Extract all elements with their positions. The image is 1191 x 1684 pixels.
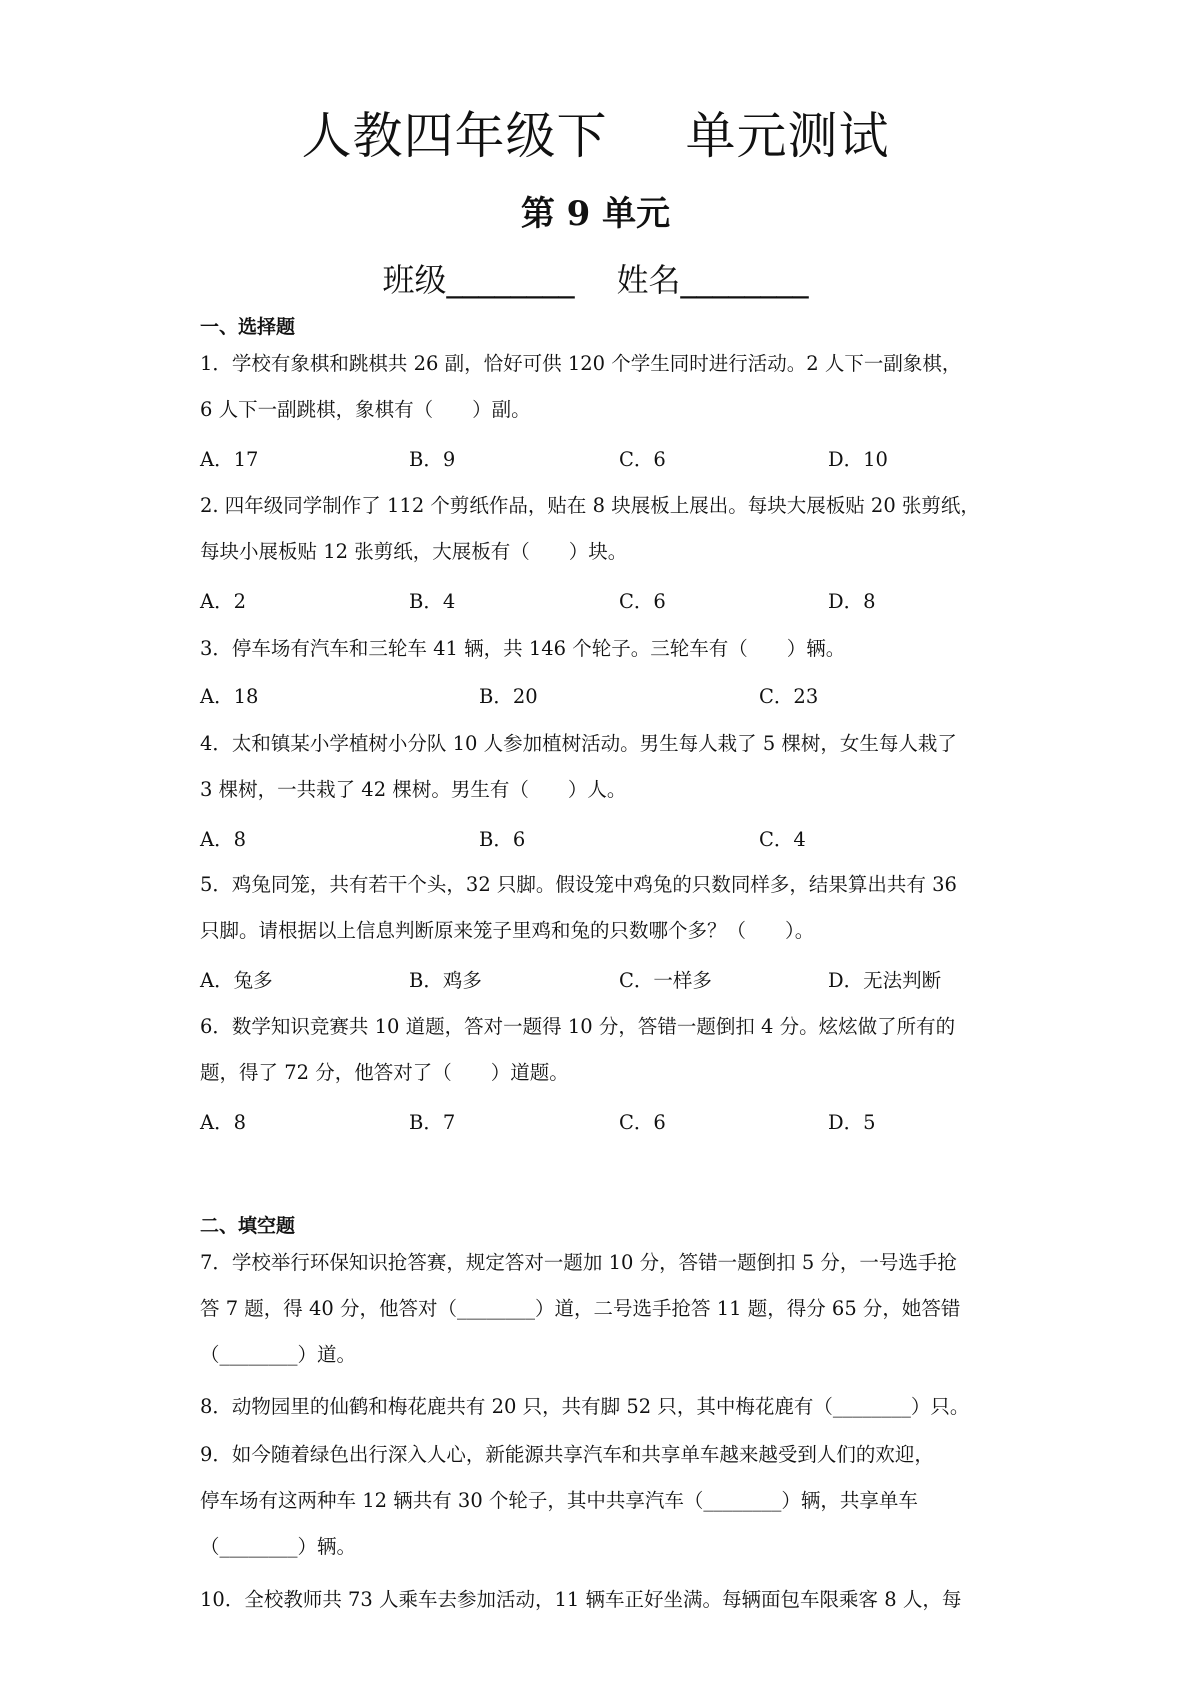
option-d: D．10 xyxy=(828,448,888,471)
option-a: A．8 xyxy=(200,828,246,851)
option-b: B．9 xyxy=(409,448,456,471)
options-4 xyxy=(200,825,1000,855)
option-a: A．8 xyxy=(200,1111,246,1134)
option-a: A．2 xyxy=(200,590,246,613)
question-line: 1．学校有象棋和跳棋共 26 副，恰好可供 120 个学生同时进行活动。2 人下一副象棋， xyxy=(200,352,962,375)
options-2 xyxy=(200,587,1000,617)
option-c: C．4 xyxy=(759,828,806,851)
section-heading-choice: 一、选择题 xyxy=(200,316,296,338)
unit-heading: 第 9 单元 xyxy=(520,194,671,234)
options-1 xyxy=(200,445,1000,475)
option-d: D．8 xyxy=(828,590,876,613)
question-10 xyxy=(200,1577,1000,1623)
title-right: 单元测试 xyxy=(685,107,890,165)
section-heading-fill: 二、填空题 xyxy=(200,1215,296,1237)
question-4 xyxy=(200,721,1000,813)
question-line: 6．数学知识竞赛共 10 道题，答对一题得 10 分，答错一题倒扣 4 分。炫炫做了所有的 xyxy=(200,1015,956,1038)
option-b: B．20 xyxy=(479,685,538,708)
title-left: 人教四年级下 xyxy=(301,107,608,165)
question-2 xyxy=(200,483,1000,575)
class-field-label: 班级________ xyxy=(382,261,575,299)
option-c: C．6 xyxy=(619,448,666,471)
option-a: A．18 xyxy=(200,685,259,708)
question-3 xyxy=(200,626,1000,672)
question-line: 只脚。请根据以上信息判断原来笼子里鸡和兔的只数哪个多？（ ）。 xyxy=(200,919,815,942)
question-5 xyxy=(200,862,1000,954)
options-3 xyxy=(200,682,1000,712)
question-9 xyxy=(200,1432,1000,1570)
option-b: B．4 xyxy=(409,590,456,613)
question-line: 3．停车场有汽车和三轮车 41 辆，共 146 个轮子。三轮车有（ ）辆。 xyxy=(200,637,846,660)
question-line: 答 7 题，得 40 分，他答对（________）道，二号选手抢答 11 题，得分 65 分，她答错 xyxy=(200,1297,961,1320)
option-a: A．17 xyxy=(200,448,259,471)
question-line: （________）辆。 xyxy=(200,1535,357,1558)
student-info-line xyxy=(0,258,1191,302)
option-b: B．6 xyxy=(479,828,526,851)
question-line: 3 棵树，一共栽了 42 棵树。男生有（ ）人。 xyxy=(200,778,627,801)
question-line: 7．学校举行环保知识抢答赛，规定答对一题加 10 分，答错一题倒扣 5 分，一号选手抢 xyxy=(200,1251,957,1274)
question-line: 题，得了 72 分，他答对了（ ）道题。 xyxy=(200,1061,569,1084)
question-line: （________）道。 xyxy=(200,1343,357,1366)
question-line: 每块小展板贴 12 张剪纸，大展板有（ ）块。 xyxy=(200,540,628,563)
question-line: 4．太和镇某小学植树小分队 10 人参加植树活动。男生每人栽了 5 棵树，女生每人栽了 xyxy=(200,732,957,755)
option-c: C．6 xyxy=(619,590,666,613)
question-line: 8．动物园里的仙鹤和梅花鹿共有 20 只，共有脚 52 只，其中梅花鹿有（________）只。 xyxy=(200,1395,970,1418)
question-line: 停车场有这两种车 12 辆共有 30 个轮子，其中共享汽车（________）辆，共享单车 xyxy=(200,1489,918,1512)
page-title xyxy=(0,104,1191,168)
question-line: 5．鸡兔同笼，共有若干个头，32 只脚。假设笼中鸡兔的只数同样多，结果算出共有 36 xyxy=(200,873,957,896)
option-b: B．7 xyxy=(409,1111,456,1134)
option-b: B．鸡多 xyxy=(409,969,482,992)
options-5 xyxy=(200,966,1000,996)
option-c: C．一样多 xyxy=(619,969,712,992)
option-d: D．5 xyxy=(828,1111,876,1134)
question-7 xyxy=(200,1240,1000,1378)
option-c: C．6 xyxy=(619,1111,666,1134)
question-6 xyxy=(200,1004,1000,1096)
name-field-label: 姓名________ xyxy=(616,261,809,299)
option-a: A．兔多 xyxy=(200,969,273,992)
question-line: 6 人下一副跳棋，象棋有（ ）副。 xyxy=(200,398,531,421)
options-6 xyxy=(200,1108,1000,1138)
question-line: 2. 四年级同学制作了 112 个剪纸作品，贴在 8 块展板上展出。每块大展板贴 20 张剪纸， xyxy=(200,494,980,517)
question-line: 9．如今随着绿色出行深入人心，新能源共享汽车和共享单车越来越受到人们的欢迎， xyxy=(200,1443,934,1466)
option-c: C．23 xyxy=(759,685,819,708)
question-8 xyxy=(200,1384,1000,1430)
question-1 xyxy=(200,341,1000,433)
question-line: 10．全校教师共 73 人乘车去参加活动，11 辆车正好坐满。每辆面包车限乘客 8 人，每 xyxy=(200,1588,962,1611)
option-d: D．无法判断 xyxy=(828,969,942,992)
